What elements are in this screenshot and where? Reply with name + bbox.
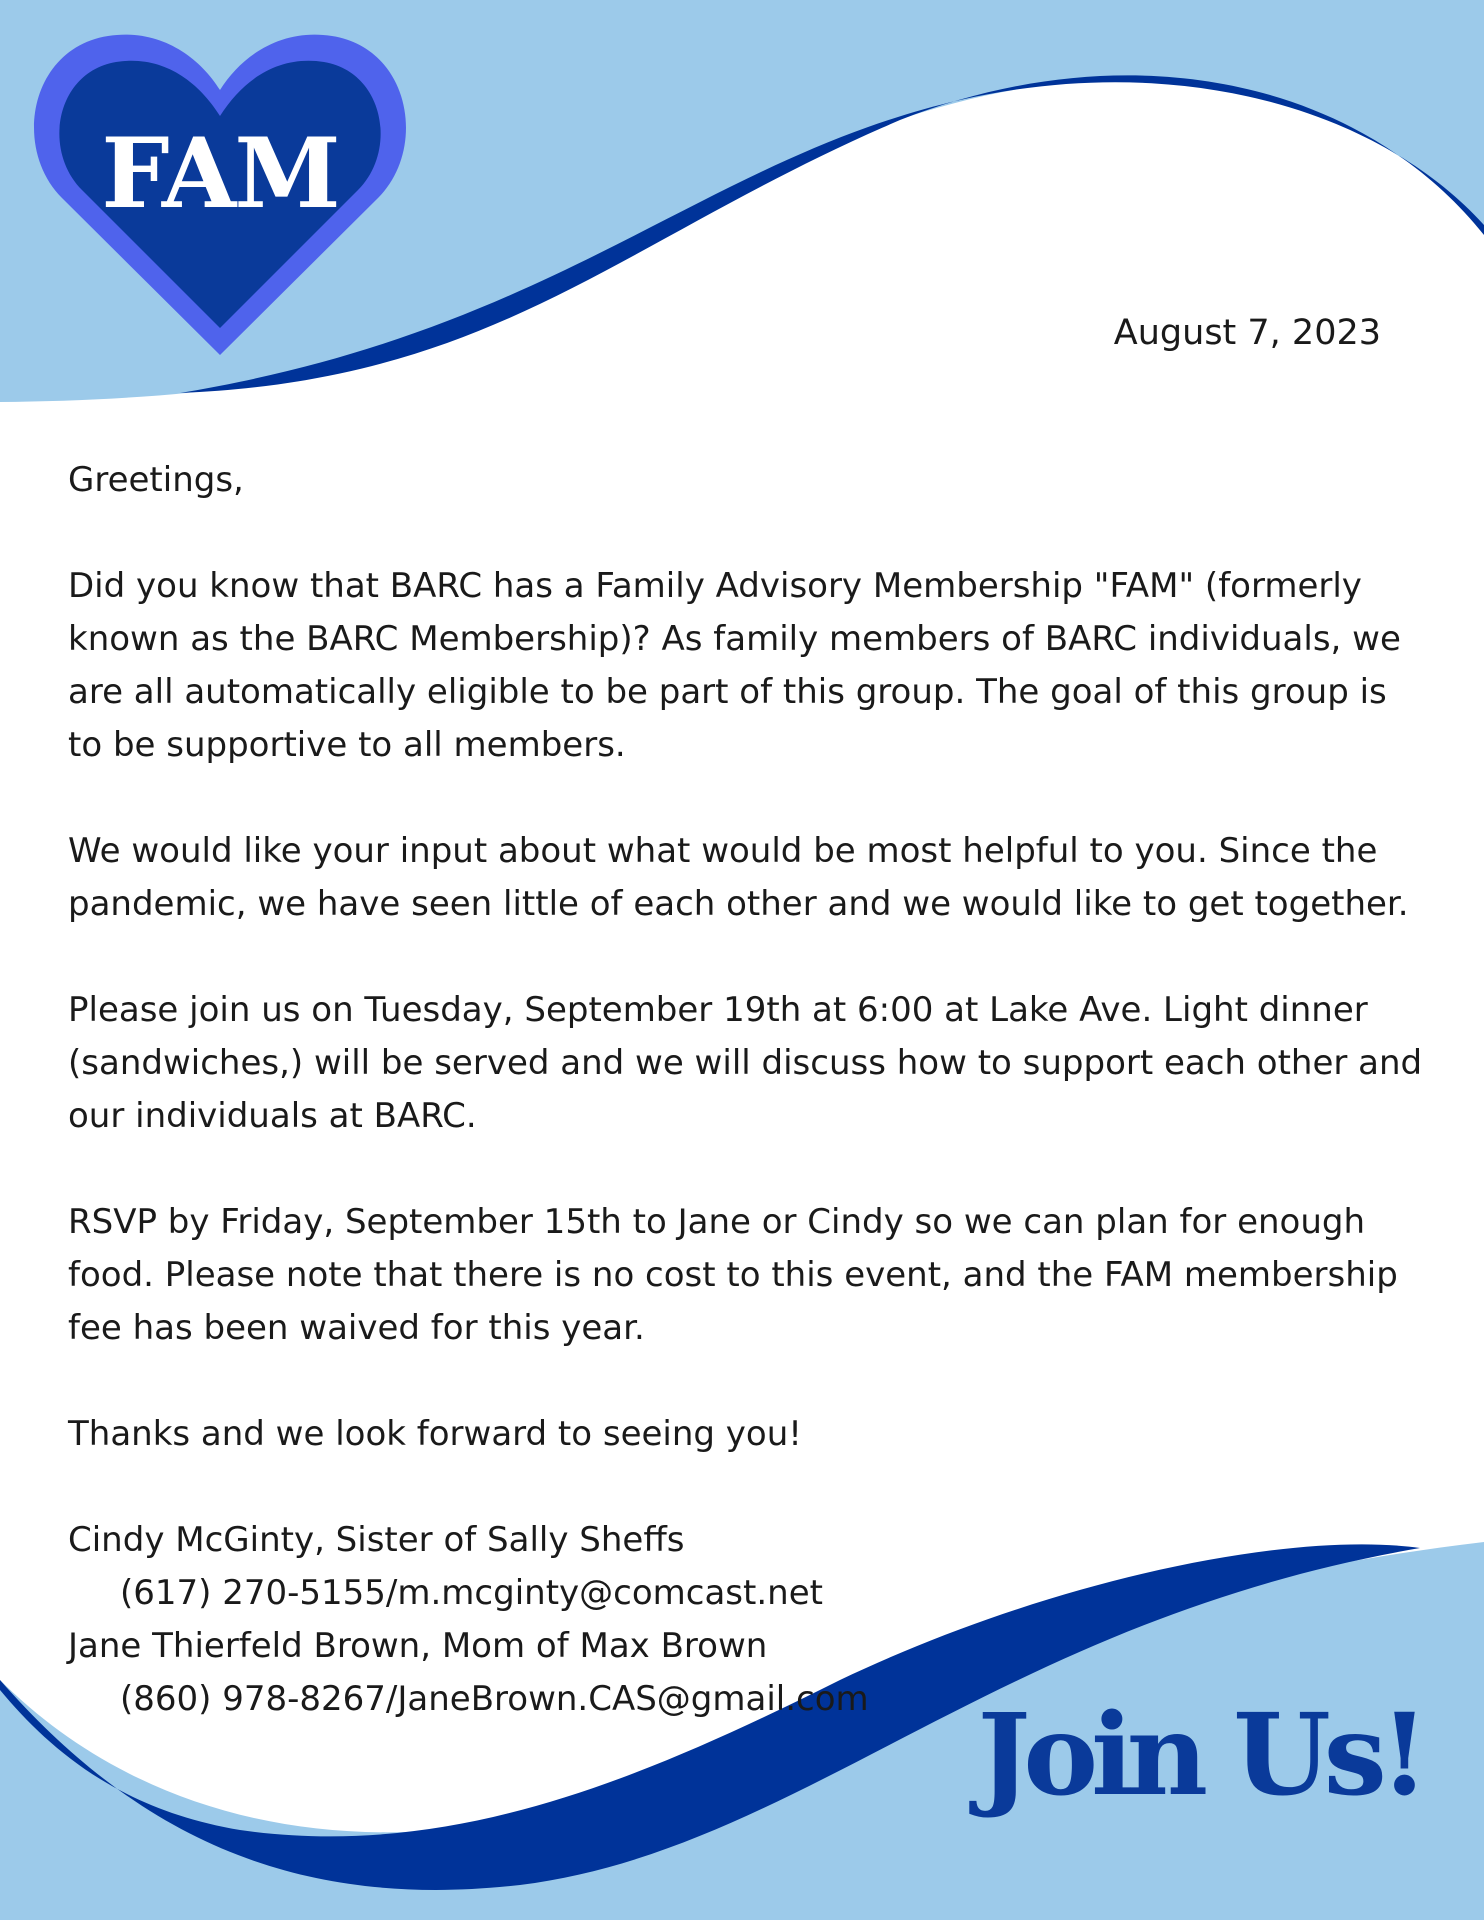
paragraph-input: We would like your input about what would be most helpful to you. Since the pandemic, we have seen little of each other and we would like to get together. xyxy=(68,831,1409,924)
contact-info: (860) 978-8267/JaneBrown.CAS@gmail.com xyxy=(120,1679,869,1719)
paragraph-invitation: Please join us on Tuesday, September 19th at 6:00 at Lake Ave. Light dinner (sandwiches,) will be served and we will discuss how to support each other and our individuals at BARC. xyxy=(68,990,1423,1136)
contact-name: Cindy McGinty, Sister of Sally Sheffs xyxy=(68,1520,685,1560)
contact-info: (617) 270-5155/m.mcginty@comcast.net xyxy=(120,1573,823,1613)
join-us-heading: Join Us! xyxy=(977,1690,1422,1821)
paragraph-intro: Did you know that BARC has a Family Advisory Membership "FAM" (formerly known as the BARC Membership)? As family members of BARC individuals, we are all automatically eligible to be part of this group. The goal of this group is to be supportive to all members. xyxy=(68,566,1401,765)
letter-date: August 7, 2023 xyxy=(1113,313,1381,353)
letter-body xyxy=(68,454,1428,1726)
greeting: Greetings, xyxy=(68,460,244,500)
paragraph-thanks: Thanks and we look forward to seeing you! xyxy=(68,1414,802,1454)
paragraph-rsvp: RSVP by Friday, September 15th to Jane or Cindy so we can plan for enough food. Please note that there is no cost to this event, and the FAM membership fee has been waived for this year. xyxy=(68,1202,1398,1348)
logo-text: FAM xyxy=(101,117,339,230)
contact-name: Jane Thierfeld Brown, Mom of Max Brown xyxy=(68,1626,768,1666)
